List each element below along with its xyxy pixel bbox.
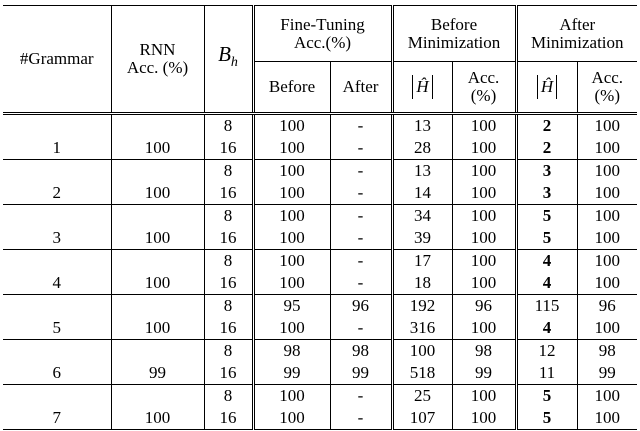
header-bm-h: Ĥ: [392, 62, 452, 114]
am-h-cell: 12: [516, 340, 577, 363]
grammar-id-cell: 5: [3, 295, 111, 340]
header-ft-before: Before: [253, 62, 330, 114]
am-h-cell: 2: [516, 114, 577, 138]
ft-before-cell: 98: [253, 340, 330, 363]
am-h-cell: 5: [516, 407, 577, 430]
am-h-cell: 4: [516, 272, 577, 295]
results-table: [3, 5, 637, 430]
bm-acc-cell: 100: [452, 182, 516, 205]
am-h-cell: 4: [516, 317, 577, 340]
ft-after-cell: -: [330, 160, 392, 183]
am-acc-cell: 100: [577, 114, 637, 138]
bm-h-cell: 17: [392, 250, 452, 273]
ft-before-cell: 100: [253, 137, 330, 160]
table-row: [3, 340, 637, 363]
bm-acc-cell: 100: [452, 160, 516, 183]
header-fine-tuning: Fine-Tuning Acc.(%): [253, 6, 392, 62]
bh-cell: 8: [204, 385, 253, 408]
rnn-acc-cell: 100: [111, 205, 204, 250]
rnn-acc-cell: 99: [111, 340, 204, 385]
bm-acc-cell: 96: [452, 295, 516, 318]
header-am-acc: Acc. (%): [577, 62, 637, 114]
ft-after-cell: -: [330, 227, 392, 250]
grammar-id-cell: 6: [3, 340, 111, 385]
header-bm-acc: Acc. (%): [452, 62, 516, 114]
bm-h-cell: 34: [392, 205, 452, 228]
ft-after-cell: -: [330, 407, 392, 430]
ft-after-cell: 99: [330, 362, 392, 385]
am-h-cell: 5: [516, 385, 577, 408]
header-before-minimization: Before Minimization: [392, 6, 516, 62]
bm-h-cell: 13: [392, 114, 452, 138]
bm-acc-cell: 99: [452, 362, 516, 385]
rnn-acc-cell: 100: [111, 250, 204, 295]
rnn-acc-cell: 100: [111, 160, 204, 205]
bh-cell: 8: [204, 114, 253, 138]
bm-acc-cell: 100: [452, 114, 516, 138]
bm-h-cell: 107: [392, 407, 452, 430]
ft-before-cell: 100: [253, 317, 330, 340]
ft-before-cell: 95: [253, 295, 330, 318]
bh-cell: 16: [204, 407, 253, 430]
bh-cell: 16: [204, 317, 253, 340]
bm-h-cell: 316: [392, 317, 452, 340]
am-h-cell: 3: [516, 160, 577, 183]
bh-cell: 8: [204, 250, 253, 273]
bm-acc-cell: 100: [452, 407, 516, 430]
am-acc-cell: 100: [577, 137, 637, 160]
bm-h-cell: 13: [392, 160, 452, 183]
bm-acc-cell: 98: [452, 340, 516, 363]
bh-cell: 16: [204, 182, 253, 205]
table-row: [3, 295, 637, 318]
table-row: [3, 250, 637, 273]
ft-before-cell: 100: [253, 385, 330, 408]
am-acc-cell: 100: [577, 182, 637, 205]
grammar-id-cell: 1: [52, 138, 61, 157]
grammar-id-cell: 3: [3, 205, 111, 250]
table-row: [3, 385, 637, 408]
ft-after-cell: 96: [330, 295, 392, 318]
bh-cell: 8: [204, 340, 253, 363]
grammar-id-cell: 4: [3, 250, 111, 295]
bm-h-cell: 192: [392, 295, 452, 318]
rnn-acc-cell: 100: [111, 385, 204, 430]
bm-acc-cell: 100: [452, 205, 516, 228]
am-h-cell: 3: [516, 182, 577, 205]
table-body: [3, 114, 637, 430]
ft-after-cell: -: [330, 137, 392, 160]
am-acc-cell: 100: [577, 407, 637, 430]
header-rnn-acc: RNN Acc. (%): [111, 6, 204, 114]
bh-cell: 8: [204, 295, 253, 318]
table-row: [3, 114, 637, 138]
bh-cell: 8: [204, 205, 253, 228]
ft-before-cell: 100: [253, 114, 330, 138]
am-acc-cell: 100: [577, 317, 637, 340]
bh-cell: 16: [204, 227, 253, 250]
ft-after-cell: -: [330, 205, 392, 228]
ft-before-cell: 100: [253, 407, 330, 430]
ft-before-cell: 100: [253, 160, 330, 183]
am-h-cell: 4: [516, 250, 577, 273]
bm-acc-cell: 100: [452, 272, 516, 295]
bm-acc-cell: 100: [452, 137, 516, 160]
ft-after-cell: -: [330, 385, 392, 408]
am-h-cell: 5: [516, 205, 577, 228]
header-ft-after: After: [330, 62, 392, 114]
am-h-cell: 115: [516, 295, 577, 318]
ft-after-cell: -: [330, 272, 392, 295]
bm-acc-cell: 100: [452, 250, 516, 273]
ft-before-cell: 100: [253, 227, 330, 250]
bm-h-cell: 18: [392, 272, 452, 295]
ft-before-cell: 100: [253, 205, 330, 228]
header-am-h: Ĥ: [516, 62, 577, 114]
am-h-cell: 2: [516, 137, 577, 160]
bh-cell: 16: [204, 272, 253, 295]
am-acc-cell: 100: [577, 250, 637, 273]
am-acc-cell: 98: [577, 340, 637, 363]
ft-after-cell: -: [330, 114, 392, 138]
am-acc-cell: 96: [577, 295, 637, 318]
am-h-cell: 11: [516, 362, 577, 385]
ft-after-cell: 98: [330, 340, 392, 363]
grammar-id-cell: 7: [3, 385, 111, 430]
am-acc-cell: 100: [577, 227, 637, 250]
bh-cell: 8: [204, 160, 253, 183]
am-acc-cell: 100: [577, 205, 637, 228]
bm-acc-cell: 100: [452, 317, 516, 340]
bm-acc-cell: 100: [452, 227, 516, 250]
ft-before-cell: 99: [253, 362, 330, 385]
header-bh: $B_h$: [204, 6, 253, 114]
am-h-cell: 5: [516, 227, 577, 250]
rnn-acc-cell: 100: [111, 295, 204, 340]
bm-acc-cell: 100: [452, 385, 516, 408]
am-acc-cell: 100: [577, 385, 637, 408]
table-row: [3, 160, 637, 183]
ft-before-cell: 100: [253, 182, 330, 205]
grammar-id-cell: 2: [3, 160, 111, 205]
bm-h-cell: 28: [392, 137, 452, 160]
bm-h-cell: 39: [392, 227, 452, 250]
bm-h-cell: 25: [392, 385, 452, 408]
bh-cell: 16: [204, 137, 253, 160]
ft-before-cell: 100: [253, 250, 330, 273]
table-row: [3, 205, 637, 228]
bm-h-cell: 518: [392, 362, 452, 385]
bm-h-cell: 14: [392, 182, 452, 205]
ft-before-cell: 100: [253, 272, 330, 295]
am-acc-cell: 100: [577, 160, 637, 183]
ft-after-cell: -: [330, 317, 392, 340]
am-acc-cell: 100: [577, 272, 637, 295]
am-acc-cell: 99: [577, 362, 637, 385]
ft-after-cell: -: [330, 250, 392, 273]
bm-h-cell: 100: [392, 340, 452, 363]
header-grammar: #Grammar: [3, 6, 111, 114]
bh-cell: 16: [204, 362, 253, 385]
header-after-minimization: After Minimization: [516, 6, 637, 62]
rnn-acc-cell: 100: [111, 114, 204, 160]
ft-after-cell: -: [330, 182, 392, 205]
